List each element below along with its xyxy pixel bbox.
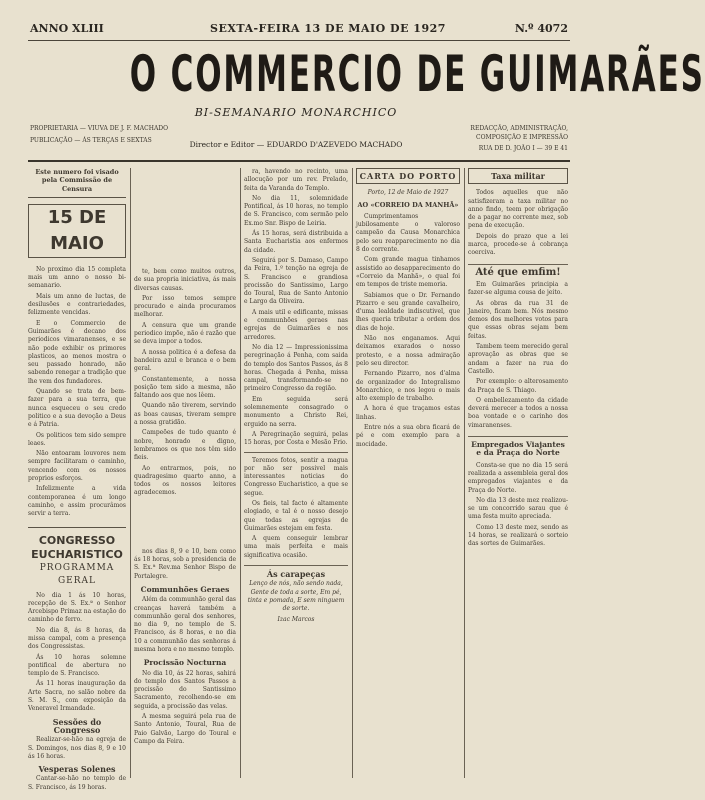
masthead-rule-top <box>28 40 570 41</box>
paragraph: nos dias 8, 9 e 10, bem como ás 18 horas, sob a presidencia de S. Ex.ª Rev.ma Senhor Bispo de Portalegre. <box>134 547 236 580</box>
column-3 <box>244 168 348 774</box>
section-heading-procissao: Procissão Nocturna <box>143 658 227 668</box>
paragraph: A Peregrinação seguirá, pelas 15 horas, por Costa e Mesão Frio. <box>244 430 348 447</box>
paragraph: Cantar-se-hão no templo de S. Francisco, ás 19 horas. <box>28 775 126 791</box>
date-label: SEXTA-FEIRA 13 DE MAIO DE 1927 <box>210 22 446 35</box>
article-subheading-programma: PROGRAMMA GERAL <box>39 562 115 586</box>
paragraph: No dia 12 — Impressionissima peregrinação á Penha, com saida do templo dos Santos Passos, ás 8 horas. Chegada á Penha, missa campal, transformando-se no primeiro Congresso da região. <box>244 343 348 393</box>
paragraph: Em Guimarães principia a fazer-se alguma cousa de jeito. <box>468 280 568 297</box>
paragraph: Entre nós a sua obra ficará de pé e com exemplo para a mocidade. <box>356 424 460 448</box>
masthead-topline <box>30 22 568 38</box>
paragraph: Com grande magua tinhamos assistido ao desapparecimento do «Correio da Manhã», o qual foi em tempos de triste memoria. <box>356 256 460 289</box>
column-divider <box>352 168 353 778</box>
paragraph: Ás 15 horas, será distribuida a Santa Eucharistia aos enfermos da cidade. <box>244 230 348 254</box>
article-heading-empregados: Empregados Viajantes e da Praça do Norte <box>468 436 568 458</box>
paragraph: Quando não tiverem, servindo as boas causas, tiveram sempre a nossa gratidão. <box>134 402 236 427</box>
article-heading-taxa-militar: Taxa militar <box>468 168 568 184</box>
paragraph: Ás 10 horas solemne pontifical de abertura no templo de S. Francisco. <box>28 653 126 678</box>
column-5 <box>468 168 568 774</box>
paragraph: Tambem teem merecido geral aprovação as obras que se andam a fazer na rua do Castello. <box>468 343 568 375</box>
section-heading-vesperas: Vesperas Solenes <box>38 764 116 775</box>
section-heading-sessoes: Sessões do Congresso <box>52 716 102 735</box>
masthead-rule-bottom <box>28 160 570 162</box>
verse: Lenço de nós, não sendo nada, Gente de toda a sorte, Em pé, tinta e pomada, E sem ninguem de sorte. <box>247 580 345 613</box>
paragraph: te, bem como muitos outros, de sua propria iniciativa, ás mais diversas causas. <box>134 268 236 292</box>
paragraph: No proximo dia 15 completa mais um anno o nosso bi-semanario. <box>28 265 126 290</box>
censura-notice: Este numero foi visado pela Commissão de Censura <box>28 168 126 198</box>
proprietaria-line: PROPRIETARIA — VIUVA DE J. F. MACHADO <box>30 125 169 132</box>
article-heading-15-de-maio: 15 DE MAIO <box>28 204 126 258</box>
paragraph: Não nos enganamos. Aqui deixamos exarados o nosso protesto, e a nossa admiração pelo seu director. <box>356 335 460 367</box>
paragraph: No dia 10, ás 22 horas, sahirá do templo dos Santos Passos a procissão do Santissimo Sacramento, recolhendo-se em seguida, a procissão das velas. <box>134 669 236 710</box>
column-divider <box>240 168 241 778</box>
paragraph: A censura que um grande periodico impõe, não é razão que se deva impor a todos. <box>134 321 236 346</box>
column-divider <box>464 168 465 778</box>
paragraph: A nossa politica é a defesa da bandeira azul e branca e o bem geral. <box>134 348 236 373</box>
column-2-spacer <box>134 500 236 548</box>
office-info <box>428 124 568 153</box>
column-divider <box>130 168 131 778</box>
paragraph: Todos aquelles que não satisfizeram a taxa militar no anno findo, teem por obrigação de a pagar no corrente mez, sob pena de execução. <box>468 189 568 230</box>
year-label: ANNO XLIII <box>30 22 104 35</box>
paragraph: Fernando Pizarro, nos d'alma de organizador do Integralismo Monarchico, e nos legou o mais alto exemplo de trabalho. <box>356 370 460 403</box>
column-2 <box>134 168 236 774</box>
column-1 <box>28 168 126 791</box>
paragraph: Campeões de tudo quanto é nobre, honrado e digno, lembramos os que nos têm sido fieis. <box>134 429 236 462</box>
section-heading-communhoes: Communhões Geraes <box>140 584 230 594</box>
publicacao-line: PUBLICAÇÃO — ÁS TERÇAS E SEXTAS <box>30 137 152 144</box>
paragraph: Ás 11 horas inauguração da Arte Sacra, no salão nobre da S. M. S., com exposição da Veneravel Irmandade. <box>28 680 126 713</box>
section-heading-carapecas: Ás carapeças <box>244 565 348 578</box>
paragraph: Não entoaram louvores nem sempre facilitaram o caminho, vencendo com os nossos proprios esforços. <box>28 450 126 483</box>
paragraph: O embellezamento da cidade deverá merecer a todos a nossa boa vontade e o carinho dos vimaranenses. <box>468 396 568 429</box>
article-heading-carta-do-porto: CARTA DO PORTO <box>356 168 460 184</box>
director-line: Director e Editor — EDUARDO D'AZEVEDO MACHADO <box>189 140 403 149</box>
newspaper-title: O COMMERCIO DE GUIMARÃES <box>129 45 705 103</box>
paragraph: Realizar-se-hão na egreja de S. Domingos, nos dias 8, 9 e 10 ás 16 horas. <box>28 736 126 760</box>
paragraph: A quem conseguir lembrar uma mais perfeita e mais significativa ocasião. <box>244 535 348 559</box>
paragraph: Por exemplo: o alterosamento da Praça de S. Thiago. <box>468 378 568 394</box>
article-heading-ate-que-emfim: Até que emfim! <box>468 264 568 277</box>
paragraph: Sabiamos que o Dr. Fernando Pizarro e seu grande cavalheiro, d'uma lealdade indiscutivel, que lhes queria tributar a ordem dos dias de hoje. <box>356 291 460 332</box>
paragraph: A mesma seguirá pela rua de Santo Antonio, Toural, Rua de Paio Galvão, Largo do Toural e Campo da Feira. <box>134 713 236 745</box>
paragraph: Consta-se que no dia 15 será realizada a assembleia geral dos empregados viajantes e da Praça do Norte. <box>468 461 568 494</box>
divider <box>244 452 348 453</box>
paragraph: Além da communhão geral das creanças haverá também a communhão geral dos senhores, no dia 9, no templo de S. Francisco, ás 8 horas, e no dia 10 a communhão das senhoras á mesma hora e no mesmo templo. <box>134 596 236 653</box>
paragraph: Ao entrarmos, pois, no quadragesimo quarto anno, a todos os nossos leitores agradecemos. <box>134 464 236 497</box>
paragraph: A hora é que traçamos estas linhas. <box>356 405 460 421</box>
paragraph: A mais util e edificante, missas e communhões geraes nas egrejas de Guimarães e nos arredores. <box>244 308 348 341</box>
redaccao-line: REDACÇÃO, ADMINISTRAÇÃO, COMPOSIÇÃO E IMPRESSÃO <box>470 125 568 141</box>
morada-line: RUA DE D. JOÃO I — 39 E 41 <box>478 145 568 152</box>
paragraph: Os fieis, tal facto é altamente elogiado, e tal é o nosso desejo que todas as egrejas de Guimarães estejam em festa. <box>244 499 348 532</box>
paragraph: Em seguida será solemnemente consagrado o monumento a Christo Rei, erguido na serra. <box>244 395 348 428</box>
dateline: Porto, 12 de Maio de 1927 <box>367 189 449 197</box>
paragraph: No dia 1 ás 10 horas, recepção de S. Ex.ª o Senhor Arcebispo Primaz na estação do caminho de ferro. <box>28 591 126 624</box>
paragraph: Seguirá por S. Damaso, Campo da Feira, 1.º tenção na egreja de S. Francisco e grandiosa procissão do Santissimo, Largo do Toural, Rua de Santo Antonio e Largo da Oliveira. <box>244 256 348 306</box>
paragraph: As obras da rua 31 de Janeiro, ficam bem. Nós mesmo demos dos melhores votos para que essas obras sejam bem feitas. <box>468 299 568 340</box>
paragraph: No dia 11, solemnidade Pontifical, ás 10 horas, no templo de S. Francisco, com sermão pelo Ex.mo Snr. Bispo de Leiria. <box>244 194 348 227</box>
article-subheading: AO «CORREIO DA MANHÃ» <box>357 200 459 209</box>
paragraph: E o Commercio de Guimarães é decano dos periodicos vimaranenses, e se não pode exhibir os primores plasticos, ao menos mostra o seu passado honrado, não sabendo renegar a tradição que lhe vem dos fundadores. <box>28 319 126 385</box>
paragraph: Infelizmente a vida contemporanea é um longo caminho, e assim procurâmos servir a terra. <box>28 485 126 518</box>
paragraph: No dia 13 deste mez realizou-se um concorrido sarau que é uma festa muito apreciada. <box>468 496 568 521</box>
paragraph: No dia 8, ás 8 horas, da missa campal, com a presença dos Congressistas. <box>28 626 126 651</box>
column-4 <box>356 168 460 774</box>
paragraph: Constantemente, a nossa posição tem sido a mesma, não faltando aos que nos lêem. <box>134 375 236 400</box>
paragraph: Cumprimentamos jubilosamente o valoroso campeão da Causa Monarchica pelo seu reapparecimento no dia 8 do corrente. <box>356 212 460 254</box>
paragraph: Os politicos tem sido sempre leaes. <box>28 431 126 447</box>
newspaper-subtitle: BI-SEMANARIO MONARCHICO <box>194 106 398 119</box>
issue-number: N.º 4072 <box>514 22 568 35</box>
paragraph: Teremos fotos, sentir a magua por não ser possivel mais interessantes noticias do Congresso Eucharistico, a que se segue. <box>244 456 348 497</box>
article-heading-congresso: CONGRESSO EUCHARISTICO <box>28 527 126 562</box>
paragraph: ra, havendo no recinto, uma allocução por um rev. Prelado, feita da Varanda do Templo. <box>244 168 348 192</box>
paragraph: Como 13 deste mez, sendo as 14 horas, se realizará o sorteio das sortes de Guimarães. <box>468 523 568 548</box>
paragraph: Por isso temos sempre procurado e ainda procuramos melhorar. <box>134 294 236 319</box>
paragraph: Mais um anno de luctas, de desilusões e contrariedades, felizmente vencidas. <box>28 292 126 317</box>
paragraph: Quando se trata de bem-fazer para a sua terra, que nunca esqueceu o seu credo politico e a sua devoção a Deus e á Patria. <box>28 388 126 429</box>
signature: Izac Marcos <box>277 615 315 623</box>
article-15-de-maio-body <box>28 266 126 519</box>
column-2-top-spacer <box>134 168 236 268</box>
paragraph: Depois do prazo que a lei marca, procede-se á cobrança coerciva. <box>468 232 568 257</box>
